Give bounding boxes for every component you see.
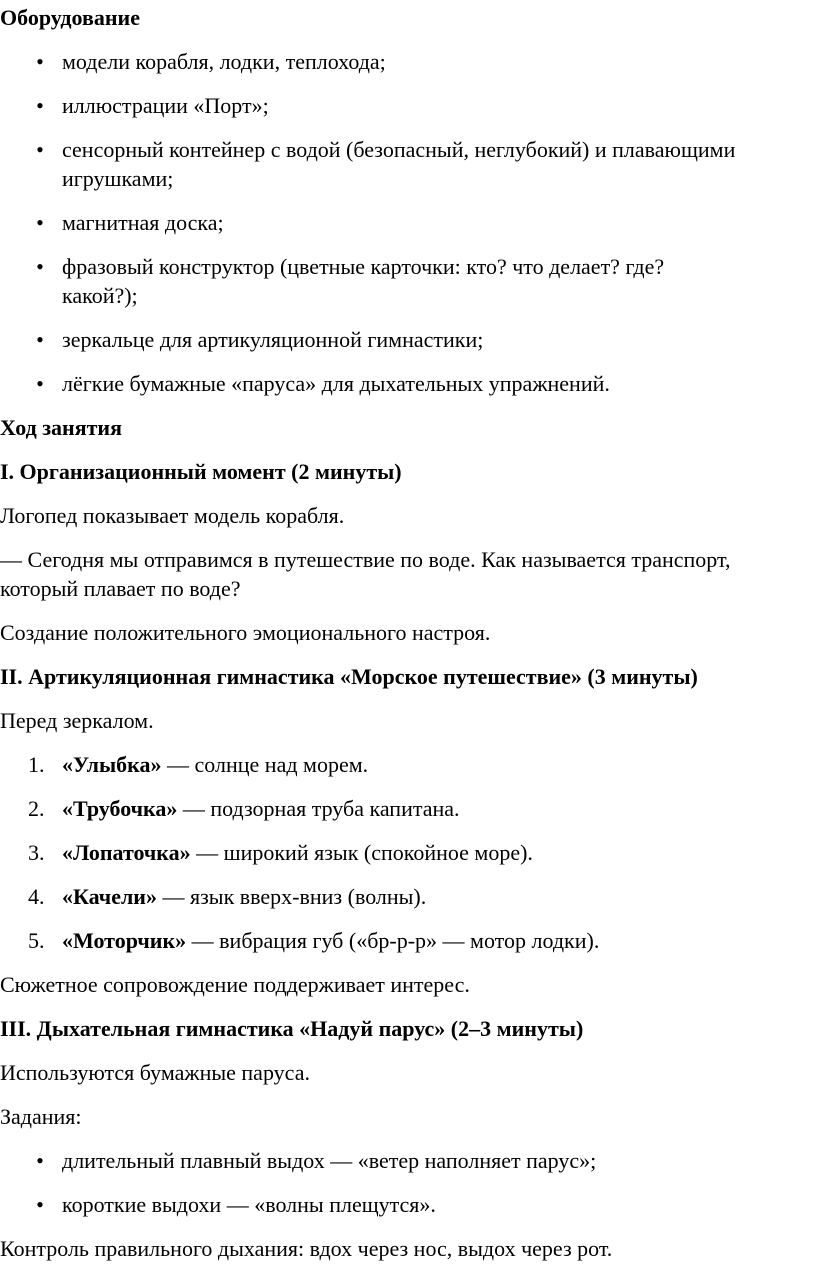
list-item xyxy=(0,252,816,310)
list-item xyxy=(0,750,816,779)
item-title: «Трубочка» xyxy=(62,796,178,821)
item-title: «Качели» xyxy=(62,884,157,909)
section3-heading: III. Дыхательная гимнастика «Надуй парус» (2–3 минуты) xyxy=(0,1016,584,1041)
bullet-icon: • xyxy=(36,210,44,235)
item-number: 3. xyxy=(28,840,45,865)
bullet-icon: • xyxy=(36,1192,44,1217)
list-item xyxy=(0,882,816,911)
item-number: 2. xyxy=(28,796,45,821)
course-heading: Ход занятия xyxy=(0,415,123,440)
item-title: «Моторчик» xyxy=(62,928,187,953)
item-text: фразовый конструктор (цветные карточки: кто? что делает? где? xyxy=(62,254,665,279)
list-item xyxy=(0,325,816,354)
text-line: который плавает по воде? xyxy=(0,576,241,601)
item-text: иллюстрации «Порт»; xyxy=(62,93,269,118)
exercise-list xyxy=(0,750,816,955)
text-line: — Сегодня мы отправимся в путешествие по воде. Как называется транспорт, xyxy=(0,547,731,572)
bullet-icon: • xyxy=(36,371,44,396)
bullet-icon: • xyxy=(36,93,44,118)
item-title: «Улыбка» xyxy=(62,752,162,777)
item-text: — широкий язык (спокойное море). xyxy=(190,840,533,865)
paragraph: Используются бумажные паруса. xyxy=(0,1060,310,1085)
paragraph: Перед зеркалом. xyxy=(0,708,154,733)
item-text: — язык вверх-вниз (волны). xyxy=(156,884,427,909)
bullet-icon: • xyxy=(36,137,44,162)
item-text: зеркальце для артикуляционной гимнастики; xyxy=(62,327,484,352)
bullet-icon: • xyxy=(36,1148,44,1173)
item-text: — подзорная труба капитана. xyxy=(177,796,460,821)
item-text: лёгкие бумажные «паруса» для дыхательных упражнений. xyxy=(62,371,610,396)
equipment-list xyxy=(0,47,816,398)
list-item xyxy=(0,91,816,120)
list-item xyxy=(0,369,816,398)
item-text: — вибрация губ («бр-р-р» — мотор лодки). xyxy=(186,928,600,953)
item-text: магнитная доска; xyxy=(62,210,224,235)
list-item xyxy=(0,794,816,823)
bullet-icon: • xyxy=(36,254,44,279)
item-title: «Лопаточка» xyxy=(62,840,191,865)
item-text: модели корабля, лодки, теплохода; xyxy=(62,49,386,74)
item-number: 1. xyxy=(28,752,45,777)
paragraph: Задания: xyxy=(0,1104,82,1129)
bullet-icon: • xyxy=(36,49,44,74)
item-number: 5. xyxy=(28,928,45,953)
bullet-icon: • xyxy=(36,327,44,352)
equipment-heading: Оборудование xyxy=(0,5,140,30)
item-text: сенсорный контейнер с водой (безопасный, неглубокий) и плавающими xyxy=(62,137,736,162)
list-item xyxy=(0,1190,816,1219)
item-text: игрушками; xyxy=(62,166,174,191)
list-item xyxy=(0,926,816,955)
paragraph xyxy=(0,545,816,603)
item-number: 4. xyxy=(28,884,45,909)
item-text: короткие выдохи — «волны плещутся». xyxy=(62,1192,436,1217)
tasks-list xyxy=(0,1146,816,1219)
list-item xyxy=(0,135,816,193)
paragraph: Сюжетное сопровождение поддерживает интерес. xyxy=(0,972,470,997)
list-item xyxy=(0,1146,816,1175)
section1-heading: I. Организационный момент (2 минуты) xyxy=(0,459,402,484)
section2-heading: II. Артикуляционная гимнастика «Морское путешествие» (3 минуты) xyxy=(0,664,698,689)
paragraph: Создание положительного эмоционального настроя. xyxy=(0,620,491,645)
item-text: какой?); xyxy=(62,283,138,308)
list-item xyxy=(0,838,816,867)
list-item xyxy=(0,47,816,76)
item-text: длительный плавный выдох — «ветер наполняет парус»; xyxy=(62,1148,597,1173)
item-text: — солнце над морем. xyxy=(161,752,369,777)
paragraph: Контроль правильного дыхания: вдох через нос, выдох через рот. xyxy=(0,1236,613,1261)
list-item xyxy=(0,208,816,237)
paragraph: Логопед показывает модель корабля. xyxy=(0,503,345,528)
